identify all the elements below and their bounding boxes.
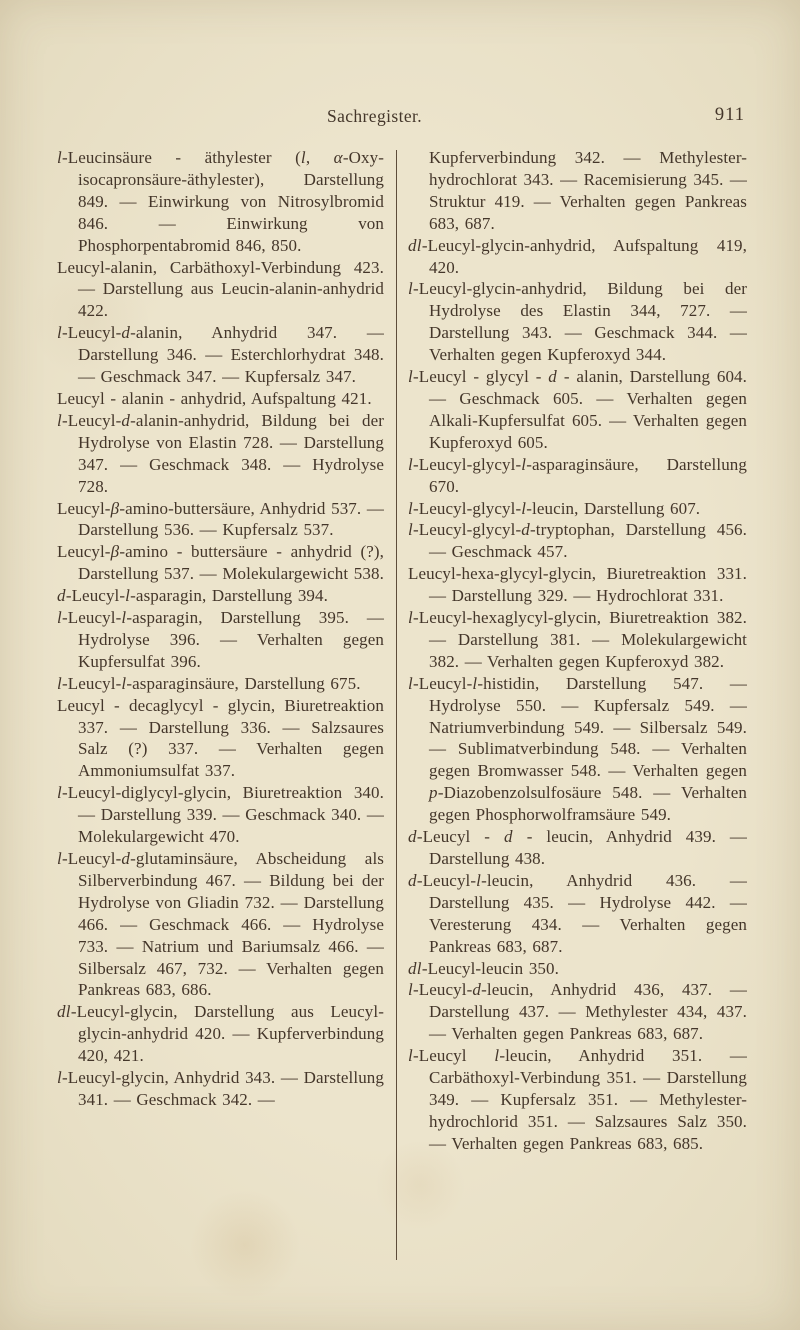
index-entry: l-Leucyl-hexaglycyl-glycin, Biuretreaktion 382. — Darstellung 381. — Molekulargewicht 382. — Verhalten gegen Kupferoxyd 382. [408, 608, 747, 671]
index-entry: l-Leucyl-l-asparagin, Darstellung 395. — Hydrolyse 396. — Verhalten gegen Kupfersulfat 396. [57, 608, 384, 671]
page-number: 911 [714, 105, 745, 125]
index-entry: d-Leucyl-l-asparagin, Darstellung 394. [57, 586, 328, 606]
index-entry: l-Leucyl l-leucin, Anhydrid 351. — Carbäthoxyl-Verbindung 351. — Darstellung 349. — Kupfersalz 351. — Methylester-hydrochlorid 351. — Salzsaures Salz 350. — Verhalten gegen Pankreas 683, 685. [408, 1046, 748, 1153]
index-entry: Leucyl-hexa-glycyl-glycin, Biuretreaktion 331. — Darstellung 329. — Hydrochlorat 331. [408, 564, 747, 606]
index-entry: l-Leucyl-d-alanin, Anhydrid 347. — Darstellung 346. — Esterchlorhydrat 348. — Geschmack 347. — Kupfersalz 347. [57, 323, 384, 387]
index-entry: dl-Leucyl-leucin 350. [408, 958, 559, 978]
index-entry: Leucyl-β-amino - buttersäure - anhydrid (?), Darstellung 537. — Molekulargewicht 538. [57, 542, 384, 584]
index-entry: l-Leucyl-glycyl-l-asparaginsäure, Darstellung 670. [408, 454, 747, 496]
index-entry: l-Leucyl-glycyl-l-leucin, Darstellung 607. [408, 498, 701, 518]
index-entry: l-Leucinsäure - äthylester (l, α-Oxy-isocapronsäure-äthylester), Darstellung 849. — Einwirkung von Nitrosylbromid 846. — Einwirkung von Phosphorpentabromid 846, 850. [57, 148, 384, 255]
index-columns [57, 147, 747, 1260]
index-column-right [408, 147, 747, 1155]
index-entry-continuation: Kupferverbindung 342. — Methylester-hydrochlorat 343. — Racemisierung 345. — Struktur 419. — Verhalten gegen Pankreas 683, 687. [429, 148, 747, 233]
index-column-left [57, 147, 384, 1111]
index-entry: l-Leucyl-glycin-anhydrid, Bildung bei der Hydrolyse des Elastin 344, 727. — Darstellung 343. — Geschmack 344. — Verhalten gegen Kupferoxyd 344. [408, 279, 747, 365]
index-entry: l-Leucyl-d-glutaminsäure, Abscheidung als Silberverbindung 467. — Bildung bei der Hydrolyse von Gliadin 732. — Darstellung 466. — Geschmack 466. — Hydrolyse 733. — Natrium und Bariumsalz 466. — Silbersalz 467, 732. — Verhalten gegen Pankreas 683, 686. [57, 849, 384, 1000]
index-entry: l-Leucyl-diglycyl-glycin, Biuretreaktion 340. — Darstellung 339. — Geschmack 340. — Molekulargewicht 470. [57, 783, 384, 847]
index-entry: Leucyl - alanin - anhydrid, Aufspaltung 421. [57, 388, 372, 408]
index-entry: d-Leucyl - d - leucin, Anhydrid 439. — Darstellung 438. [408, 827, 747, 868]
index-entry: l-Leucyl - glycyl - d - alanin, Darstellung 604. — Geschmack 605. — Verhalten gegen Alkali-Kupfersulfat 605. — Verhalten gegen Kupferoxyd 605. [408, 367, 748, 452]
index-entry: Leucyl - decaglycyl - glycin, Biuretreaktion 337. — Darstellung 336. — Salzsaures Salz (?) 337. — Verhalten gegen Ammoniumsulfat 337. [57, 695, 384, 781]
index-entry: dl-Leucyl-glycin-anhydrid, Aufspaltung 419, 420. [408, 235, 747, 277]
index-entry: l-Leucyl-d-alanin-anhydrid, Bildung bei der Hydrolyse von Elastin 728. — Darstellung 347. — Geschmack 348. — Hydrolyse 728. [57, 410, 384, 496]
running-head [57, 104, 747, 128]
index-entry: Leucyl-β-amino-buttersäure, Anhydrid 537. — Darstellung 536. — Kupfersalz 537. [57, 498, 384, 540]
column-divider [396, 150, 397, 1260]
page-title: Sachregister. [326, 106, 423, 126]
index-entry: Leucyl-alanin, Carbäthoxyl-Verbindung 423. — Darstellung aus Leucin-alanin-anhydrid 422. [57, 257, 384, 321]
index-entry: l-Leucyl-glycyl-d-tryptophan, Darstellung 456. — Geschmack 457. [408, 520, 747, 562]
index-entry: d-Leucyl-l-leucin, Anhydrid 436. — Darstellung 435. — Hydrolyse 442. — Veresterung 434. — Verhalten gegen Pankreas 683, 687. [408, 870, 747, 956]
index-entry: l-Leucyl-glycin, Anhydrid 343. — Darstellung 341. — Geschmack 342. — [57, 1068, 384, 1109]
index-entry: dl-Leucyl-glycin, Darstellung aus Leucyl-glycin-anhydrid 420. — Kupferverbindung 420, 421. [57, 1002, 384, 1066]
index-entry: l-Leucyl-l-asparaginsäure, Darstellung 675. [57, 673, 361, 693]
index-entry: l-Leucyl-d-leucin, Anhydrid 436, 437. — Darstellung 437. — Methylester 434, 437. — Verhalten gegen Pankreas 683, 687. [408, 980, 747, 1044]
index-entry: l-Leucyl-l-histidin, Darstellung 547. — Hydrolyse 550. — Kupfersalz 549. — Natriumverbindung 549. — Silbersalz 549. — Sublimatverbindung 548. — Verhalten gegen Bromwasser 548. — Verhalten gegen p-Diazobenzolsulfosäure 548. — Verhalten gegen Phosphorwolframsäure 549. [408, 673, 747, 825]
